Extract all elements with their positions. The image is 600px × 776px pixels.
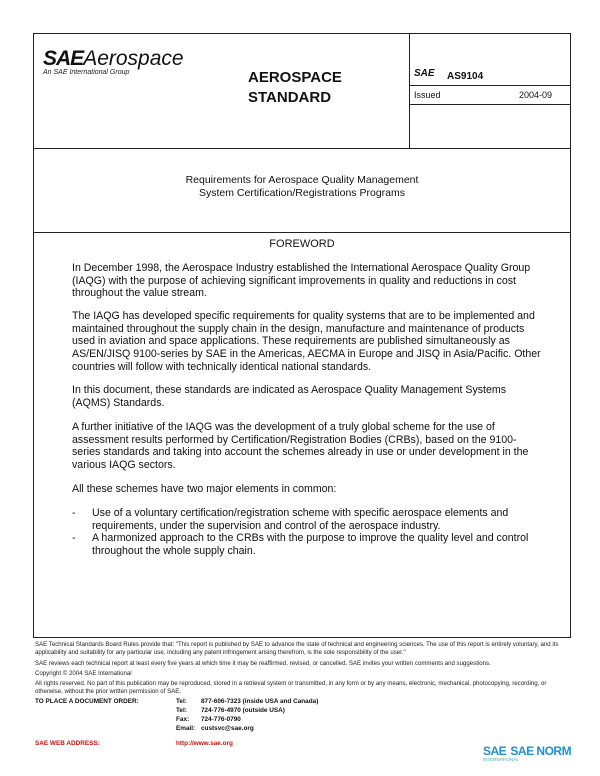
contact-label: Tel:: [176, 707, 187, 714]
footer-copyright: Copyright © 2004 SAE International: [35, 670, 132, 677]
contact-value[interactable]: 724-776-0790: [201, 716, 241, 723]
document-frame: [33, 33, 571, 638]
title-line2: System Certification/Registrations Programs: [199, 187, 405, 199]
foreword-paragraph-2: The IAQG has developed specific requirements for quality systems that are to be implemented and maintained throughout the supply chain in the design, manufacture and maintenance of products used in aviation and space applications. These requirements are published simultaneously as AS/EN/JISQ 9100-series by SAE in the Americas, AECMA in Europe and JISQ in Asia/Pacific. Other countries will follow with technically identical national standards.: [72, 310, 541, 373]
contact-value[interactable]: 877-606-7323 (inside USA and Canada): [201, 698, 319, 705]
issued-date: 2004-09: [519, 90, 553, 100]
title-line1: Requirements for Aerospace Quality Management: [185, 174, 419, 186]
footer-rights: All rights reserved. No part of this publication may be reproduced, stored in a retrieval system or transmitted, in any form or by any means, electronic, mechanical, photocopying, recording, or otherwise, without the prior written permission of SAE.: [35, 680, 547, 695]
logo-brand-italic: Aerospace: [83, 47, 184, 70]
bullet-text: A harmonized approach to the CRBs with the purpose to improve the quality level and control throughout the whole supply chain.: [92, 532, 529, 557]
logo-brand-bold: SAE: [43, 47, 84, 70]
watermark-sae: SAE: [483, 744, 507, 758]
standard-type-line1: AEROSPACE: [248, 69, 342, 86]
bullet-dash: -: [72, 532, 76, 544]
issued-label: Issued: [414, 90, 441, 100]
document-title: [34, 174, 570, 200]
foreword-heading: FOREWORD: [269, 238, 335, 250]
sae-aerospace-logo: [43, 48, 233, 76]
foreword-paragraph-4: A further initiative of the IAQG was the development of a truly global scheme for the use of assessment results performed by Certification/Registration Bodies (CRBs), based on the 9100-series standards and taking into account the schemes already in use or under development in the various IAQG sectors.: [72, 421, 529, 472]
contact-label: Email:: [176, 725, 196, 732]
footer-rules: SAE Technical Standards Board Rules provide that: "This report is published by SAE to advance the state of technical and engineering sciences. The use of this report is entirely voluntary, and its applicability and suitability for any particular use, including any patent infringement arising therefrom, is the sole responsibility of the user.": [35, 641, 559, 656]
contact-label: Tel:: [176, 698, 187, 705]
bullet-dash: -: [72, 507, 76, 519]
foreword-paragraph-3: In this document, these standards are indicated as Aerospace Quality Management Systems (AQMS) Standards.: [72, 384, 506, 409]
bullet-text: Use of a voluntary certification/registration scheme with specific aerospace elements and requirements, under the supervision and control of the aerospace industry.: [92, 507, 509, 532]
contact-value[interactable]: 724-776-4970 (outside USA): [201, 707, 285, 714]
doc-number: AS9104: [447, 71, 484, 82]
sae-mark-icon: SAE: [414, 68, 435, 79]
contact-value[interactable]: custsvc@sae.org: [201, 725, 254, 732]
watermark-small: INTERNATIONAL: [483, 757, 519, 762]
issue-box: [409, 85, 570, 105]
title-box: [34, 148, 570, 233]
watermark-norm: SAE NORM: [510, 744, 572, 758]
order-label: TO PLACE A DOCUMENT ORDER:: [35, 698, 139, 705]
footer-review: SAE reviews each technical report at least every five years at which time it may be reaffirmed, revised, or cancelled. SAE invites your written comments and suggestions.: [35, 660, 491, 667]
foreword-paragraph-1: In December 1998, the Aerospace Industry established the International Aerospace Quality Group (IAQG) with the purpose of achieving significant improvements in quality and reductions in cost throughout the value stream.: [72, 262, 531, 300]
sae-norm-watermark: [483, 740, 571, 762]
contact-label: Fax:: [176, 716, 190, 723]
document-header: [34, 34, 570, 149]
standard-type-line2: STANDARD: [248, 89, 332, 106]
web-address-label: SAE WEB ADDRESS:: [35, 740, 100, 747]
foreword-paragraph-5: All these schemes have two major elements in common:: [72, 483, 337, 495]
web-address-link[interactable]: http://www.sae.org: [176, 740, 233, 747]
logo-tagline: An SAE International Group: [43, 69, 130, 76]
standard-type: [248, 68, 398, 108]
